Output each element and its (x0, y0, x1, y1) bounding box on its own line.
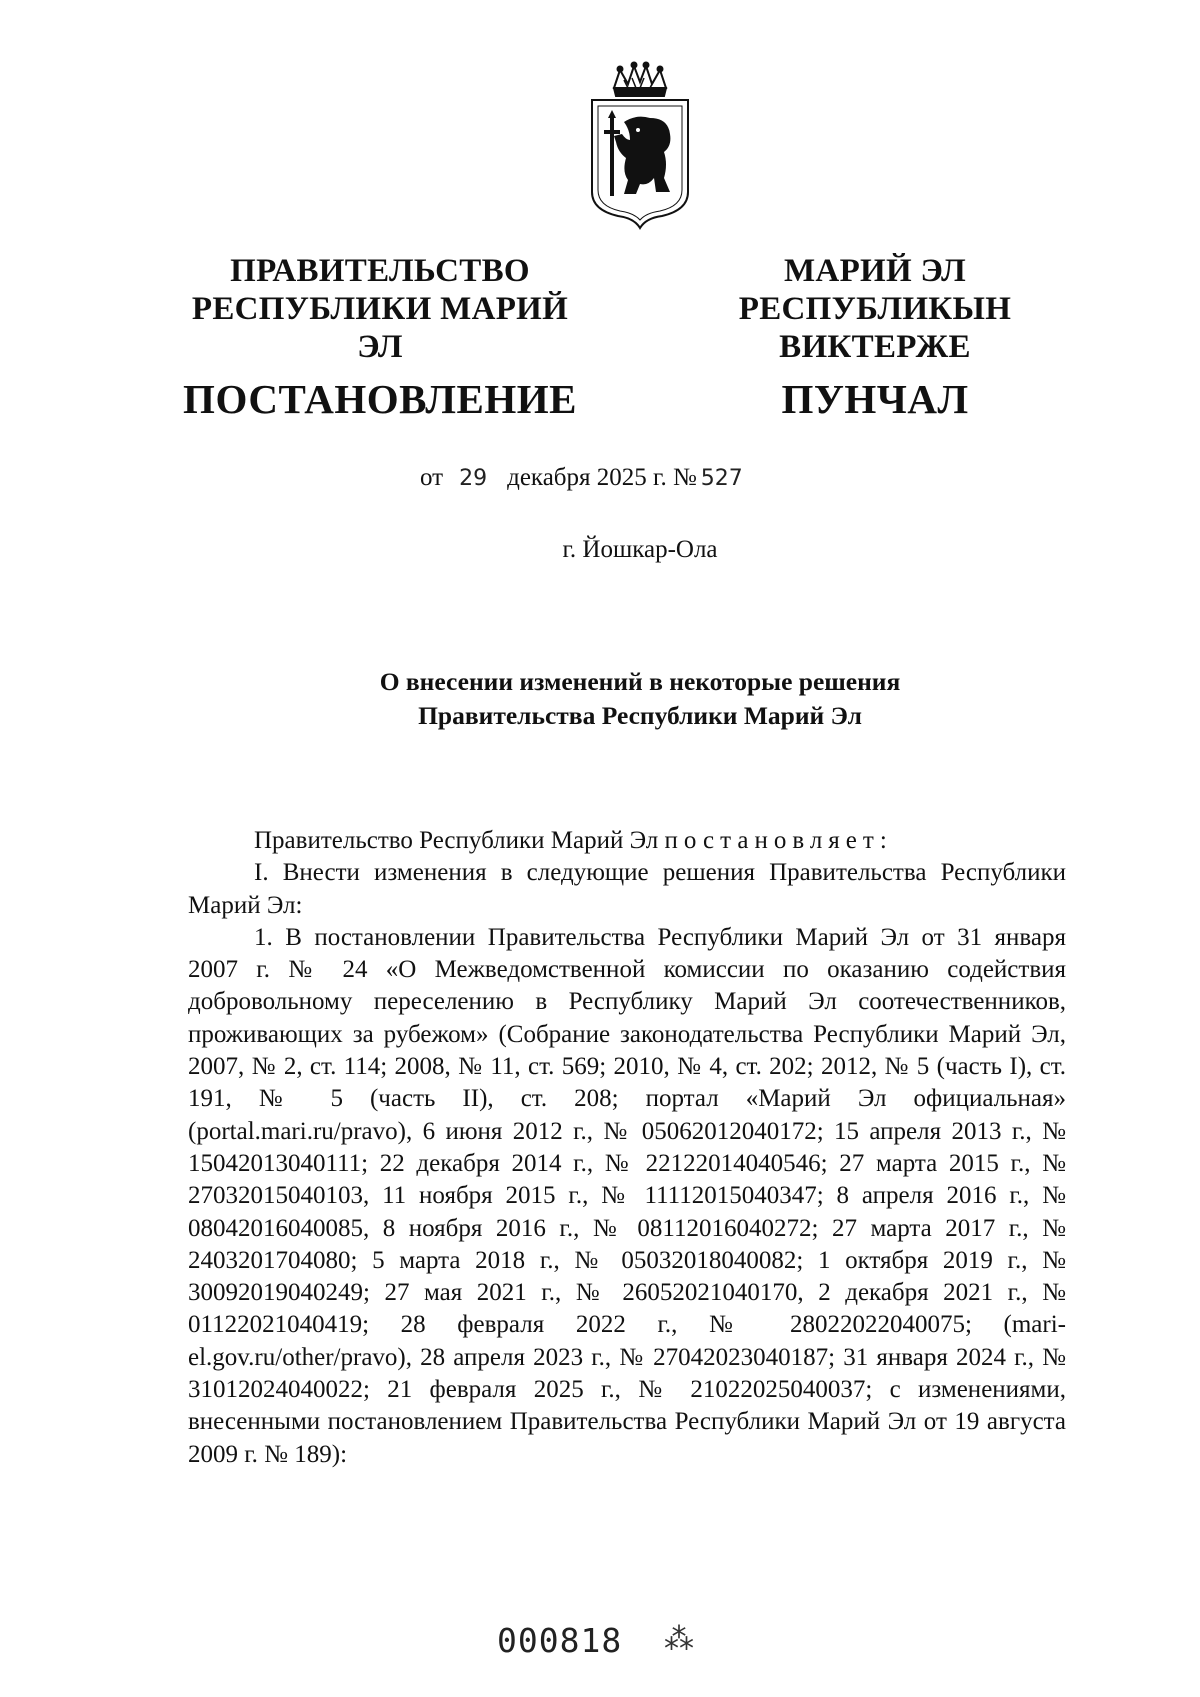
date-middle: декабря 2025 г. № (507, 464, 697, 491)
date-line (420, 464, 743, 492)
org-name-mari-line-2: ВИКТЕРЖЕ (779, 329, 971, 365)
header-left-block (180, 252, 580, 422)
paragraph-item-i: I. Внести изменения в следующие решения Правительства Республики Марий Эл: (188, 859, 1066, 919)
org-name-line-1: ПРАВИТЕЛЬСТВО (230, 253, 530, 289)
org-name-mari-line-1: МАРИЙ ЭЛ РЕСПУБЛИКЫН (738, 253, 1012, 327)
doc-type-title-mari: ПУНЧАЛ (781, 376, 969, 422)
date-day: 29 (459, 466, 488, 491)
paragraph-item-1: 1. В постановлении Правительства Республики Марий Эл от 31 января 2007 г. № 24 «О Межведомственной комиссии по оказанию содействия добровольному переселению в Республику Марий Эл соотечественников, проживающих за рубежом» (Собрание законодательства Республики Марий Эл, 2007, № 2, ст. 114; 2008, № 11, ст. 569; 2010, № 4, ст. 202; 2012, № 5 (часть I), ст. 191, № 5 (часть II), ст. 208; портал «Марий Эл официальная» (portal.mari.ru/pravo), 6 июня 2012 г., № 05062012040172; 15 апреля 2013 г., № 15042013040111; 22 декабря 2014 г., № 22122014040546; 27 марта 2015 г., № 27032015040103, 11 ноября 2015 г., № 11112015040347; 8 апреля 2016 г., № 08042016040085, 8 ноября 2016 г., № 08112016040272; 27 марта 2017 г., № 2403201704080; 5 марта 2018 г., № 05032018040082; 1 октября 2019 г., № 30092019040249; 27 мая 2021 г., № 26052021040170, 2 декабря 2021 г., № 01122021040419; 28 февраля 2022 г., № 28022022040075; (mari-el.gov.ru/other/pravo), 28 апреля 2023 г., № 27042023040187; 31 января 2024 г., № 31012024040022; 21 февраля 2025 г., № 21022025040037; с изменениями, внесенными постановлением Правительства Республики Марий Эл от 19 августа 2009 г. № 189): (188, 923, 1066, 1468)
doc-number: 527 (700, 466, 743, 491)
date-prefix: от (420, 464, 444, 491)
asterisk-mark-icon: ⁂ (664, 1622, 694, 1657)
intro-paragraph (188, 825, 1066, 857)
document-body (188, 825, 1066, 1471)
intro-main: Правительство Республики Марий Эл (254, 827, 665, 854)
intro-spaced: постановляет: (664, 827, 893, 854)
city-line: г. Йошкар-Ола (562, 536, 718, 563)
header-right-block (655, 252, 1095, 422)
coat-of-arms-emblem (584, 60, 696, 232)
subject-line-2: Правительства Республики Марий Эл (418, 701, 862, 730)
subject-line-1: О внесении изменений в некоторые решения (379, 667, 901, 696)
org-name-line-2: РЕСПУБЛИКИ МАРИЙ ЭЛ (191, 291, 569, 365)
doc-type-title: ПОСТАНОВЛЕНИЕ (183, 376, 577, 422)
document-subject (300, 665, 980, 733)
serial-number: 000818 (497, 1621, 623, 1660)
